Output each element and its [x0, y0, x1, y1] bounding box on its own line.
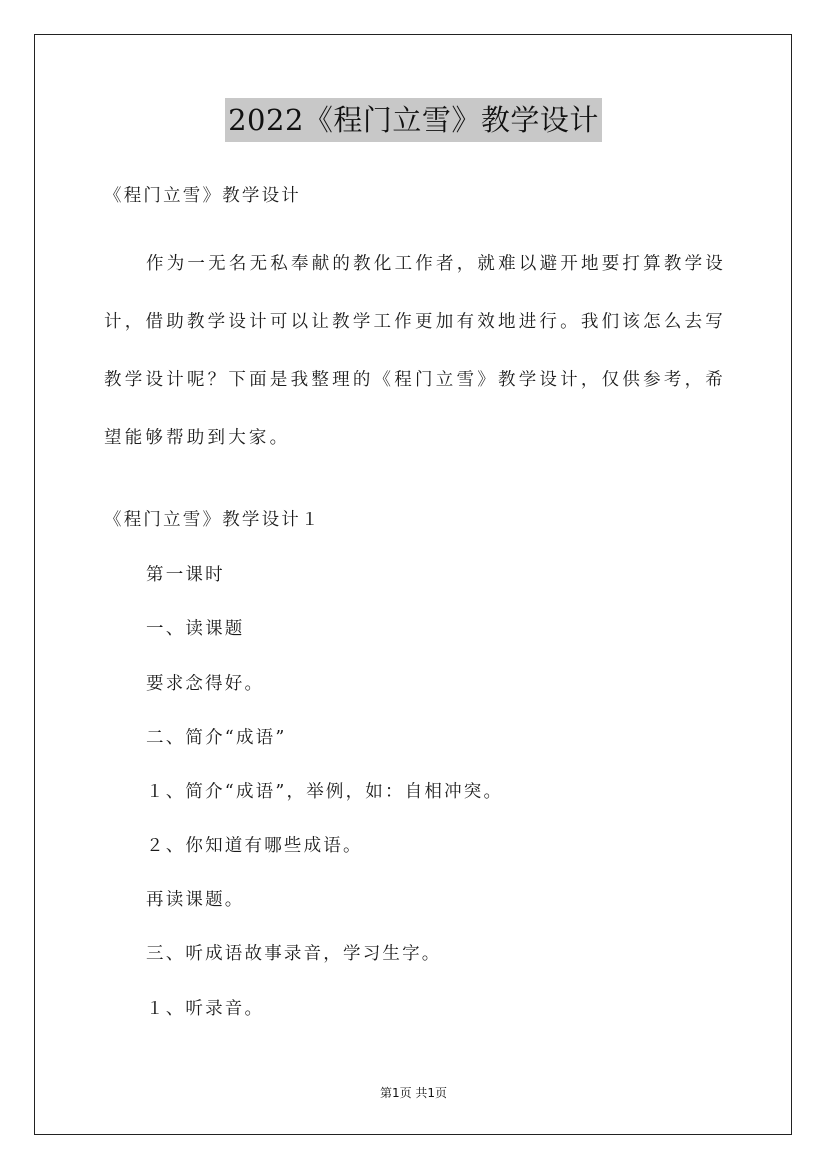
document-subtitle: 《程门立雪》教学设计 — [104, 186, 301, 206]
lesson-line: １、听录音。 — [146, 999, 265, 1019]
lesson-line: 第一课时 — [146, 565, 225, 585]
lesson-line: 一、读课题 — [146, 619, 245, 639]
document-title: 2022《程门立雪》教学设计 — [225, 98, 602, 142]
lesson-line: 再读课题。 — [146, 890, 245, 910]
intro-paragraph: 作为一无名无私奉献的教化工作者，就难以避开地要打算教学设计，借助教学设计可以让教学工作更加有效地进行。我们该怎么去写教学设计呢？下面是我整理的《程门立雪》教学设计，仅供参考，希望能够帮助到大家。 — [104, 254, 726, 448]
lesson-line: ２、你知道有哪些成语。 — [146, 836, 363, 856]
title-container — [0, 98, 827, 142]
lesson-line: １、简介“成语”，举例，如：自相冲突。 — [146, 782, 504, 802]
section-heading: 《程门立雪》教学设计１ — [104, 510, 321, 530]
lesson-line: 三、听成语故事录音，学习生字。 — [146, 944, 442, 964]
lesson-line: 二、简介“成语” — [146, 728, 287, 748]
lesson-line: 要求念得好。 — [146, 674, 265, 694]
page-footer: 第1页 共1页 — [379, 1086, 448, 1100]
